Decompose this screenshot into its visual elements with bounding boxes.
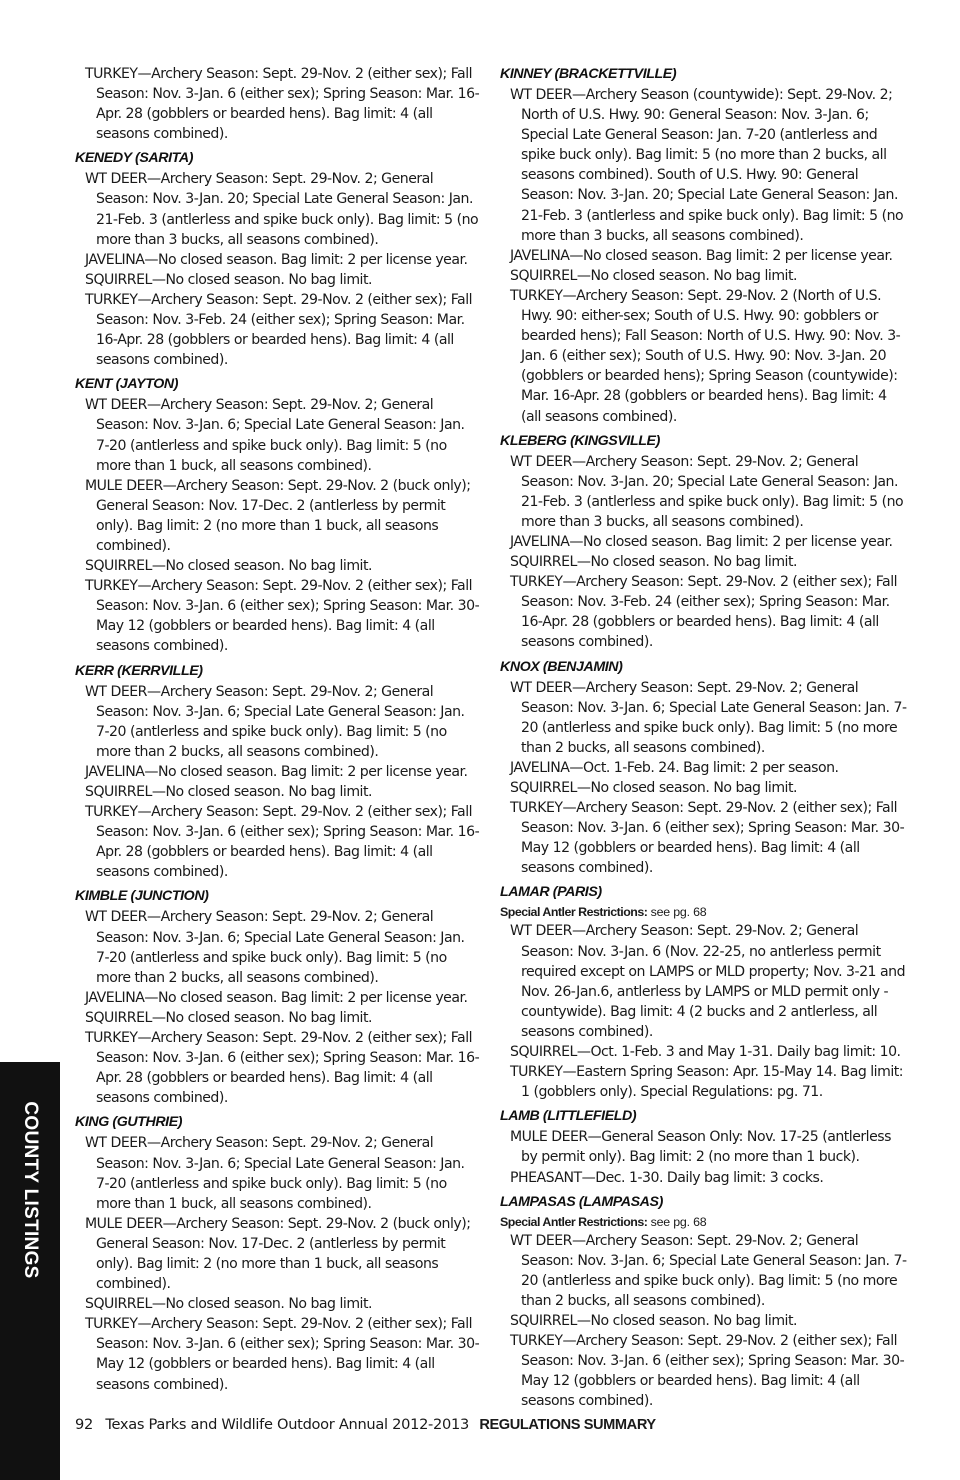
species-entry: SQUIRREL—No closed season. No bag limit.	[510, 1312, 797, 1329]
species-entry: MULE DEER—Archery Season: Sept. 29-Nov. 2 (buck only); General Season: Nov. 17-Dec. 2 (antlerless by permit only). Bag limit: 2 (no more than 1 buck, all seasons combined).	[85, 1215, 471, 1293]
county-heading: KING (GUTHRIE)	[75, 1114, 183, 1131]
county-heading: KENEDY (SARITA)	[75, 150, 194, 167]
species-entry: SQUIRREL—No closed season. No bag limit.	[510, 780, 797, 796]
species-entry: SQUIRREL—No closed season. No bag limit.	[85, 784, 372, 800]
species-entry: TURKEY—Archery Season: Sept. 29-Nov. 2 (either sex); Fall Season: Nov. 3-Jan. 6 (either sex); Spring Season: Mar. 16-Apr. 28 (gobblers or bearded hens). Bag limit: 4 (all seasons combined).	[85, 1030, 480, 1107]
side-tab-label: COUNTY LISTINGS	[20, 1101, 41, 1279]
species-entry: SQUIRREL—No closed season. No bag limit.	[510, 267, 797, 284]
species-entry: TURKEY—Archery Season: Sept. 29-Nov. 2 (either sex); Fall Season: Nov. 3-Feb. 24 (either sex); Spring Season: Mar. 16-Apr. 28 (gobblers or bearded hens). Bag limit: 4 (all seasons combined).	[510, 574, 898, 651]
species-entry: JAVELINA—No closed season. Bag limit: 2 per license year.	[85, 763, 468, 780]
county-heading: LAMAR (PARIS)	[500, 884, 602, 901]
species-entry: SQUIRREL—No closed season. No bag limit.	[85, 271, 372, 288]
species-entry: TURKEY—Archery Season: Sept. 29-Nov. 2 (North of U.S. Hwy. 90: either-sex; South of U.S. Hwy. 90: gobblers or bearded hens); Fall Season: North of U.S. Hwy. 90: Nov. 3-Jan. 6 (either sex); South of U.S. Hwy. 90: Nov. 3-Jan. 20 (gobblers or bearded hens); Spring Season (countywide): Mar. 16-Apr. 28 (gobblers or bearded hens). Bag limit: 4 (all seasons combined).	[510, 287, 901, 425]
county-heading: KERR (KERRVILLE)	[75, 662, 203, 679]
county-lamb	[500, 1106, 910, 1187]
county-kerr	[75, 661, 480, 883]
species-entry: SQUIRREL—No closed season. No bag limit.	[85, 558, 372, 575]
county-knox	[500, 657, 910, 879]
county-lamar	[500, 882, 910, 1102]
species-entry: JAVELINA—No closed season. Bag limit: 2 per license year.	[85, 989, 468, 1006]
species-entry: WT DEER—Archery Season (countywide): Sept. 29-Nov. 2; North of U.S. Hwy. 90: General Season: Nov. 3-Jan. 6; Special Late General Season: Jan. 7-20 (antlerless and spike buck only). Bag limit: 5 (no more than 2 bucks, all seasons combined). South of U.S. Hwy. 90: General Season: Nov. 3-Jan. 20; Special Late General Season: Jan. 21-Feb. 3 (antlerless and spike buck only). Bag limit: 5 (no more than 3 bucks, all seasons combined).	[510, 87, 904, 244]
species-entry: SQUIRREL—Oct. 1-Feb. 3 and May 1-31. Daily bag limit: 10.	[510, 1044, 901, 1061]
county-continued	[75, 64, 480, 144]
county-kent	[75, 374, 480, 656]
county-kimble	[75, 886, 480, 1108]
note-text: see pg. 68	[647, 1214, 707, 1229]
page-number: 92	[75, 1416, 93, 1433]
species-entry: SQUIRREL—No closed season. No bag limit.	[85, 1009, 372, 1026]
species-entry: WT DEER—Archery Season: Sept. 29-Nov. 2; General Season: Nov. 3-Jan. 6; Special Late General Season: Jan. 7-20 (antlerless and spike buck only). Bag limit: 5 (no more than 2 bucks, all seasons combined).	[510, 679, 907, 756]
species-entry: WT DEER—Archery Season: Sept. 29-Nov. 2; General Season: Nov. 3-Jan. 6; Special Late General Season: Jan. 7-20 (antlerless and spike buck only). Bag limit: 5 (no more than 2 bucks, all seasons combined).	[85, 909, 465, 986]
species-entry: TURKEY—Archery Season: Sept. 29-Nov. 2 (either sex); Fall Season: Nov. 3-Jan. 6 (either sex); Spring Season: Mar. 30-May 12 (gobblers or bearded hens). Bag limit: 4 (all seasons combined).	[85, 578, 480, 655]
county-heading: KIMBLE (JUNCTION)	[75, 888, 209, 905]
county-kenedy	[75, 148, 480, 370]
county-heading: KENT (JAYTON)	[75, 376, 179, 393]
species-entry: MULE DEER—Archery Season: Sept. 29-Nov. 2 (buck only); General Season: Nov. 17-Dec. 2 (antlerless by permit only). Bag limit: 2 (no more than 1 buck, all seasons combined).	[85, 477, 471, 554]
right-column	[500, 64, 910, 1415]
species-entry: TURKEY—Archery Season: Sept. 29-Nov. 2 (either sex); Fall Season: Nov. 3-Feb. 24 (either sex); Spring Season: Mar. 16-Apr. 28 (gobblers or bearded hens). Bag limit: 4 (all seasons combined).	[85, 291, 473, 369]
species-entry: JAVELINA—No closed season. Bag limit: 2 per license year.	[85, 251, 468, 268]
county-heading: KLEBERG (KINGSVILLE)	[500, 432, 660, 449]
species-entry: SQUIRREL—No closed season. No bag limit.	[85, 1296, 372, 1313]
publication-title: Texas Parks and Wildlife Outdoor Annual 2012-2013	[105, 1416, 469, 1433]
county-kleberg	[500, 431, 910, 653]
note-text: see pg. 68	[647, 905, 707, 920]
county-heading: KNOX (BENJAMIN)	[500, 658, 623, 675]
species-entry: TURKEY—Archery Season: Sept. 29-Nov. 2 (either sex); Fall Season: Nov. 3-Jan. 6 (either sex); Spring Season: Mar. 16-Apr. 28 (gobblers or bearded hens). Bag limit: 4 (all seasons combined).	[85, 66, 480, 143]
county-heading: LAMB (LITTLEFIELD)	[500, 1108, 637, 1125]
species-entry: TURKEY—Archery Season: Sept. 29-Nov. 2 (either sex); Fall Season: Nov. 3-Jan. 6 (either sex); Spring Season: Mar. 16-Apr. 28 (gobblers or bearded hens). Bag limit: 4 (all seasons combined).	[85, 804, 480, 881]
county-kinney	[500, 64, 910, 427]
species-entry: TURKEY—Archery Season: Sept. 29-Nov. 2 (either sex); Fall Season: Nov. 3-Jan. 6 (either sex); Spring Season: Mar. 30-May 12 (gobblers or bearded hens). Bag limit: 4 (all seasons combined).	[510, 800, 905, 877]
species-entry: WT DEER—Archery Season: Sept. 29-Nov. 2; General Season: Nov. 3-Jan. 6; Special Late General Season: Jan. 7-20 (antlerless and spike buck only). Bag limit: 5 (no more than 2 bucks, all seasons combined).	[85, 683, 465, 760]
species-entry: MULE DEER—General Season Only: Nov. 17-25 (antlerless by permit only). Bag limit: 2 (no more than 1 buck).	[510, 1129, 891, 1166]
species-entry: JAVELINA—No closed season. Bag limit: 2 per license year.	[510, 533, 893, 550]
species-entry: WT DEER—Archery Season: Sept. 29-Nov. 2; General Season: Nov. 3-Jan. 20; Special Late General Season: Jan. 21-Feb. 3 (antlerless and spike buck only). Bag limit: 5 (no more than 3 bucks, all seasons combined).	[510, 453, 904, 530]
species-entry: WT DEER—Archery Season: Sept. 29-Nov. 2; General Season: Nov. 3-Jan. 6; Special Late General Season: Jan. 7-20 (antlerless and spike buck only). Bag limit: 5 (no more than 2 bucks, all seasons combined).	[510, 1232, 907, 1309]
species-entry: TURKEY—Archery Season: Sept. 29-Nov. 2 (either sex); Fall Season: Nov. 3-Jan. 6 (either sex); Spring Season: Mar. 30-May 12 (gobblers or bearded hens). Bag limit: 4 (all seasons combined).	[510, 1333, 905, 1410]
left-column	[75, 64, 480, 1399]
species-entry: JAVELINA—Oct. 1-Feb. 24. Bag limit: 2 per season.	[510, 759, 839, 776]
county-heading: LAMPASAS (LAMPASAS)	[500, 1193, 663, 1210]
species-entry: WT DEER—Archery Season: Sept. 29-Nov. 2; General Season: Nov. 3-Jan. 6 (Nov. 22-25, no antlerless permit required except on LAMPS or MLD property; Nov. 3-21 and Nov. 26-Jan.6, antlerless by LAMPS or MLD permit only - countywide). Bag limit: 4 (2 bucks and 2 antlerless, all seasons combined).	[510, 923, 906, 1040]
special-restrictions-note	[500, 1213, 910, 1231]
species-entry: SQUIRREL—No closed season. No bag limit.	[510, 554, 797, 571]
species-entry: PHEASANT—Dec. 1-30. Daily bag limit: 3 cocks.	[510, 1169, 824, 1186]
county-lampasas	[500, 1192, 910, 1412]
species-entry: TURKEY—Archery Season: Sept. 29-Nov. 2 (either sex); Fall Season: Nov. 3-Jan. 6 (either sex); Spring Season: Mar. 30-May 12 (gobblers or bearded hens). Bag limit: 4 (all seasons combined).	[85, 1316, 480, 1393]
species-entry: WT DEER—Archery Season: Sept. 29-Nov. 2; General Season: Nov. 3-Jan. 20; Special Late General Season: Jan. 21-Feb. 3 (antlerless and spike buck only). Bag limit: 5 (no more than 3 bucks, all seasons combined).	[85, 171, 479, 248]
county-heading: KINNEY (BRACKETTVILLE)	[500, 66, 677, 82]
county-king	[75, 1112, 480, 1394]
page-footer	[75, 1415, 656, 1435]
species-entry: WT DEER—Archery Season: Sept. 29-Nov. 2; General Season: Nov. 3-Jan. 6; Special Late General Season: Jan. 7-20 (antlerless and spike buck only). Bag limit: 5 (no more than 1 buck, all seasons combined).	[85, 397, 465, 474]
species-entry: JAVELINA—No closed season. Bag limit: 2 per license year.	[510, 247, 893, 264]
section-title: REGULATIONS SUMMARY	[479, 1417, 656, 1433]
note-label: Special Antler Restrictions:	[500, 905, 648, 920]
note-label: Special Antler Restrictions:	[500, 1214, 648, 1229]
species-entry: WT DEER—Archery Season: Sept. 29-Nov. 2; General Season: Nov. 3-Jan. 6; Special Late General Season: Jan. 7-20 (antlerless and spike buck only). Bag limit: 5 (no more than 1 buck, all seasons combined).	[85, 1135, 465, 1212]
species-entry: TURKEY—Eastern Spring Season: Apr. 15-May 14. Bag limit: 1 (gobblers only). Special Regulations: pg. 71.	[510, 1064, 904, 1101]
special-restrictions-note	[500, 903, 910, 921]
